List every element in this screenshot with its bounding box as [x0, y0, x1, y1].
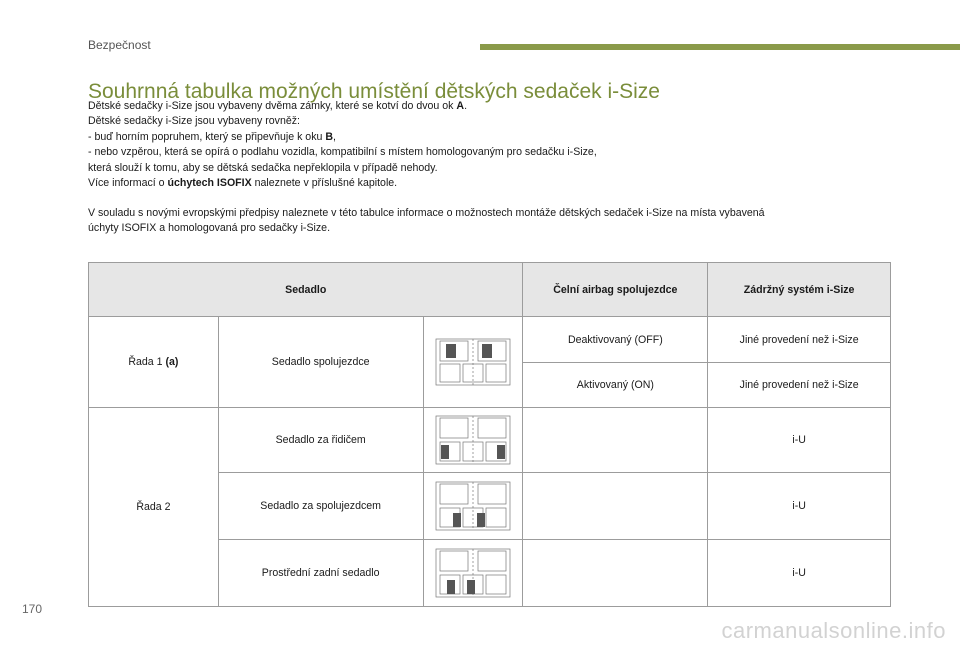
row1-airbag-off: Deaktivovaný (OFF) [523, 317, 708, 363]
row1-system-on: Jiné provedení než i-Size [708, 363, 891, 408]
row2-seat-2: Sedadlo za spolujezdcem [218, 473, 423, 540]
table-row [89, 408, 891, 473]
header-isize-system: Zádržný systém i-Size [708, 263, 891, 317]
row2-seat-1: Sedadlo za řidičem [218, 408, 423, 473]
seat-diagram-icon [423, 473, 523, 540]
regulation-line-2: úchyty ISOFIX a homologovaná pro sedačky i-Size. [88, 222, 331, 235]
row1-system-off: Jiné provedení než i-Size [708, 317, 891, 363]
regulation-paragraph [88, 206, 888, 237]
intro-line-5: která slouží k tomu, aby se dětská sedačka nepřeklopila v případě nehody. [88, 161, 438, 174]
row2-system-1: i-U [708, 408, 891, 473]
row2-system-3: i-U [708, 540, 891, 607]
row2-system-2: i-U [708, 473, 891, 540]
row2-airbag-3 [523, 540, 708, 607]
row2-airbag-1 [523, 408, 708, 473]
watermark: carmanualsonline.info [721, 618, 946, 643]
row1-label: Řada 1 (a) [89, 317, 219, 408]
intro-text [88, 99, 888, 191]
page-number: 170 [22, 602, 43, 616]
regulation-line-1: V souladu s novými evropskými předpisy naleznete v této tabulce informace o možnostech montáže dětských sedaček i-Size na místa vybavená [88, 207, 765, 219]
header-seat: Sedadlo [89, 263, 523, 317]
intro-line-2: Dětské sedačky i-Size jsou vybaveny rovněž: [88, 115, 300, 128]
row2-seat-3: Prostřední zadní sedadlo [218, 540, 423, 607]
seat-diagram-icon [423, 317, 523, 408]
table-header-row [89, 263, 891, 317]
row1-airbag-on: Aktivovaný (ON) [523, 363, 708, 408]
intro-bullet-2: - nebo vzpěrou, která se opírá o podlahu vozidla, kompatibilní s místem homologovaným pro sedačku i-Size, [88, 146, 597, 159]
row2-label: Řada 2 [89, 408, 219, 607]
table-row [89, 317, 891, 363]
section-label: Bezpečnost [88, 38, 151, 52]
isize-table [88, 262, 891, 607]
row1-seat: Sedadlo spolujezdce [218, 317, 423, 408]
page-title: Souhrnná tabulka možných umístění dětských sedaček i-Size [88, 80, 660, 104]
section-accent-bar [480, 44, 960, 50]
intro-line-1: Dětské sedačky i-Size jsou vybaveny dvěma zámky, které se kotví do dvou ok A. [88, 100, 468, 112]
header-airbag: Čelní airbag spolujezdce [523, 263, 708, 317]
seat-diagram-icon [423, 408, 523, 473]
intro-bullet-1: - buď horním popruhem, který se připevňuje k oku B, [88, 130, 336, 143]
row2-airbag-2 [523, 473, 708, 540]
seat-diagram-icon [423, 540, 523, 607]
intro-line-6: Více informací o úchytech ISOFIX naleznete v příslušné kapitole. [88, 177, 398, 190]
